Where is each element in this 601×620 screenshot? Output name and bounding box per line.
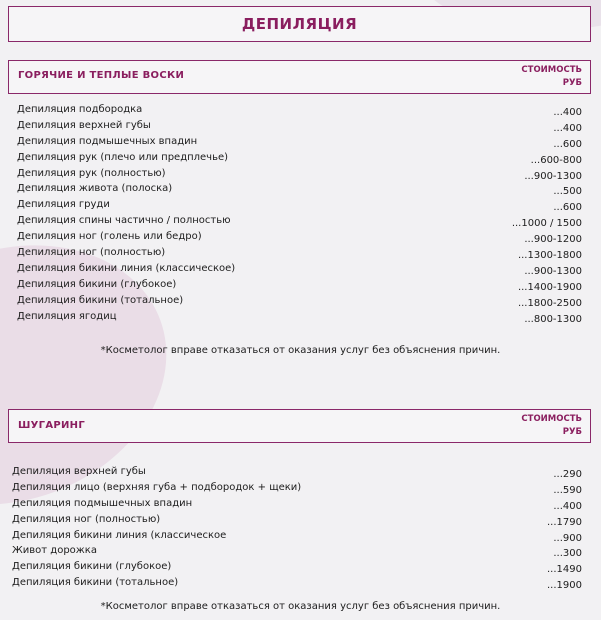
service-name: Депиляция лицо (верхняя губа + подбородок + щеки) (12, 481, 302, 493)
list-item (17, 245, 582, 261)
list-item (17, 102, 582, 118)
section-header-sugaring (8, 409, 591, 443)
service-name: Депиляция спины частично / полностью (17, 215, 231, 227)
service-name: Депиляция бикини (тотальное) (17, 294, 184, 306)
disclaimer-note: *Косметолог вправе отказаться от оказания услуг без объяснения причин. (100, 601, 501, 612)
service-name: Депиляция подмышечных впадин (12, 497, 193, 509)
service-price: ...600 (553, 202, 582, 214)
service-name: Депиляция верхней губы (17, 119, 151, 131)
list-item (17, 277, 582, 293)
service-price: ...900-1300 (524, 170, 582, 182)
list-item (17, 229, 582, 245)
list-item (17, 213, 582, 229)
service-price: ...900 (553, 532, 582, 544)
section-title: ШУГАРИНГ (18, 420, 86, 431)
service-name: Депиляция ног (полностью) (12, 513, 161, 525)
service-price: ...900-1200 (524, 234, 582, 246)
service-price: ...400 (553, 107, 582, 118)
list-item (17, 150, 582, 166)
list-item (17, 197, 582, 213)
service-price: ...800-1300 (524, 313, 582, 325)
list-item (12, 543, 582, 559)
service-name: Депиляция подмышечных впадин (17, 135, 198, 147)
service-price: ...400 (553, 500, 582, 512)
service-price: ...1400-1900 (517, 281, 582, 293)
page-title-box (8, 6, 591, 42)
service-name: Депиляция бикини (глубокое) (12, 561, 172, 573)
cost-label-line1: СТОИМОСТЬ (521, 414, 582, 424)
service-price: ...300 (553, 548, 582, 560)
section-header-wax (8, 60, 591, 94)
service-name: Депиляция бикини (тотальное) (12, 577, 179, 589)
service-price: ...1000 / 1500 (511, 218, 582, 230)
service-price: ...900-1300 (524, 265, 582, 277)
service-name: Депиляция ног (голень или бедро) (17, 231, 202, 243)
list-item (17, 118, 582, 134)
service-price: ...290 (553, 469, 582, 480)
service-price: ...1800-2500 (517, 297, 582, 309)
service-price: ...600-800 (530, 154, 582, 166)
section-title: ГОРЯЧИЕ И ТЕПЛЫЕ ВОСКИ (18, 70, 185, 81)
service-name: Депиляция подбородка (17, 104, 143, 115)
list-item (12, 496, 582, 512)
price-list-sugaring (12, 464, 582, 591)
service-name: Депиляция бикини (глубокое) (17, 278, 177, 290)
list-item (17, 134, 582, 150)
list-item (17, 166, 582, 182)
service-name: Депиляция ног (полностью) (17, 247, 166, 259)
list-item (17, 261, 582, 277)
service-name: Депиляция рук (плечо или предплечье) (17, 151, 229, 163)
list-item (12, 575, 582, 591)
price-list-wax (17, 102, 582, 324)
service-name: Депиляция бикини линия (классическое (12, 529, 227, 541)
cost-label-line2: РУБ (562, 427, 582, 437)
cost-label-line2: РУБ (562, 78, 582, 88)
service-name: Депиляция бикини линия (классическое) (17, 262, 236, 274)
list-item (17, 181, 582, 197)
list-item (12, 559, 582, 575)
list-item (17, 309, 582, 325)
service-price: ...500 (553, 186, 582, 198)
list-item (12, 512, 582, 528)
service-price: ...1490 (547, 564, 582, 576)
list-item (17, 293, 582, 309)
list-item (12, 480, 582, 496)
list-item (12, 464, 582, 480)
service-name: Депиляция рук (полностью) (17, 167, 166, 179)
cost-column-label (521, 413, 582, 439)
service-price: ...1900 (547, 580, 582, 592)
service-name: Депиляция ягодиц (17, 310, 117, 322)
cost-column-label (521, 64, 582, 90)
service-price: ...600 (553, 138, 582, 150)
service-name: Депиляция верхней губы (12, 466, 146, 477)
service-price: ...1300-1800 (517, 250, 582, 262)
cost-label-line1: СТОИМОСТЬ (521, 65, 582, 75)
list-item (12, 528, 582, 544)
service-name: Депиляция груди (17, 199, 110, 211)
service-price: ...590 (553, 484, 582, 496)
service-name: Живот дорожка (12, 545, 97, 557)
page-title: ДЕПИЛЯЦИЯ (241, 15, 358, 33)
disclaimer-note: *Косметолог вправе отказаться от оказания услуг без объяснения причин. (100, 345, 501, 356)
service-price: ...400 (553, 122, 582, 134)
service-name: Депиляция живота (полоска) (17, 183, 173, 195)
service-price: ...1790 (547, 516, 582, 528)
